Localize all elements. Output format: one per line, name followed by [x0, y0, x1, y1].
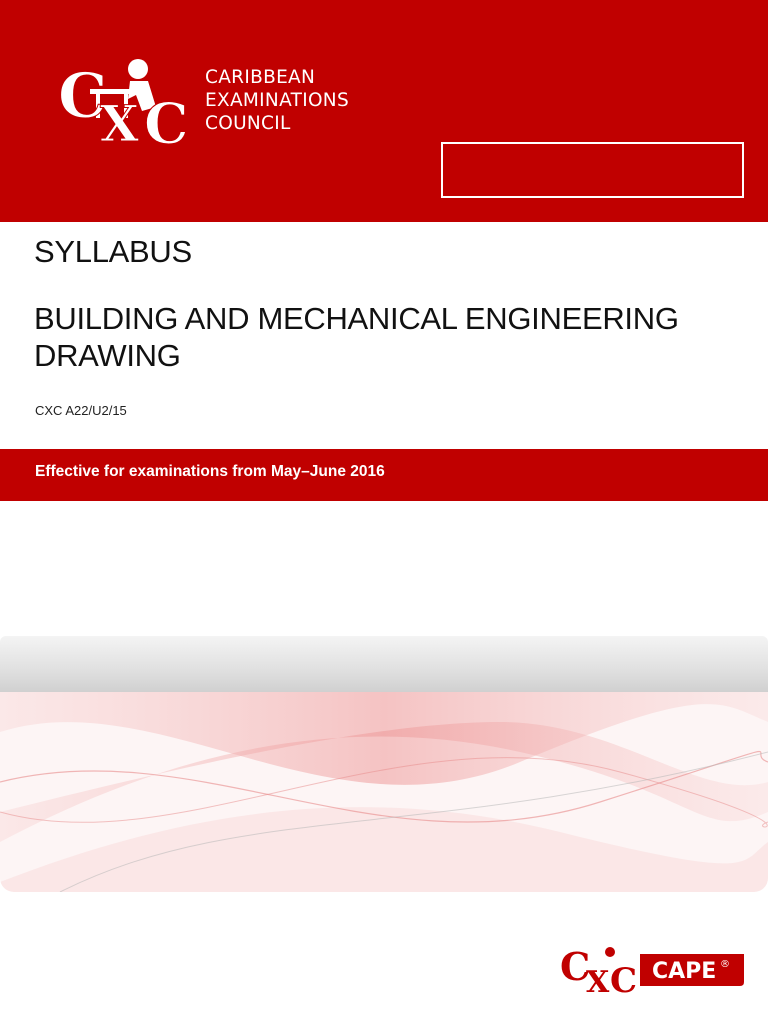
- empty-label-box: [441, 142, 744, 198]
- svg-text:C: C: [58, 59, 108, 132]
- svg-text:C: C: [144, 91, 189, 150]
- council-name-line-1: CARIBBEAN: [205, 67, 316, 88]
- cxc-logo-icon: [56, 55, 196, 150]
- svg-text:X: X: [586, 965, 610, 996]
- council-name-line-2: EXAMINATIONS: [205, 90, 349, 111]
- cape-brand-text: CAPE: [652, 959, 717, 984]
- effective-date-text: Effective for examinations from May–June 2016: [35, 463, 385, 480]
- registered-mark: ®: [720, 959, 730, 970]
- effective-band: [0, 449, 768, 501]
- council-name: [205, 66, 349, 135]
- svg-text:C: C: [560, 944, 591, 989]
- document-type: SYLLABUS: [34, 234, 192, 269]
- council-name-line-3: COUNCIL: [205, 113, 291, 134]
- cxc-cape-logo-icon: [560, 944, 750, 996]
- document-code: CXC A22/U2/15: [35, 403, 127, 418]
- decorative-grey-band: [0, 636, 768, 692]
- header-band: [0, 0, 768, 222]
- svg-text:X: X: [100, 94, 139, 150]
- decorative-swoosh: [0, 692, 768, 892]
- svg-text:C: C: [610, 961, 638, 996]
- document-title: BUILDING AND MECHANICAL ENGINEERING DRAWING: [34, 301, 679, 373]
